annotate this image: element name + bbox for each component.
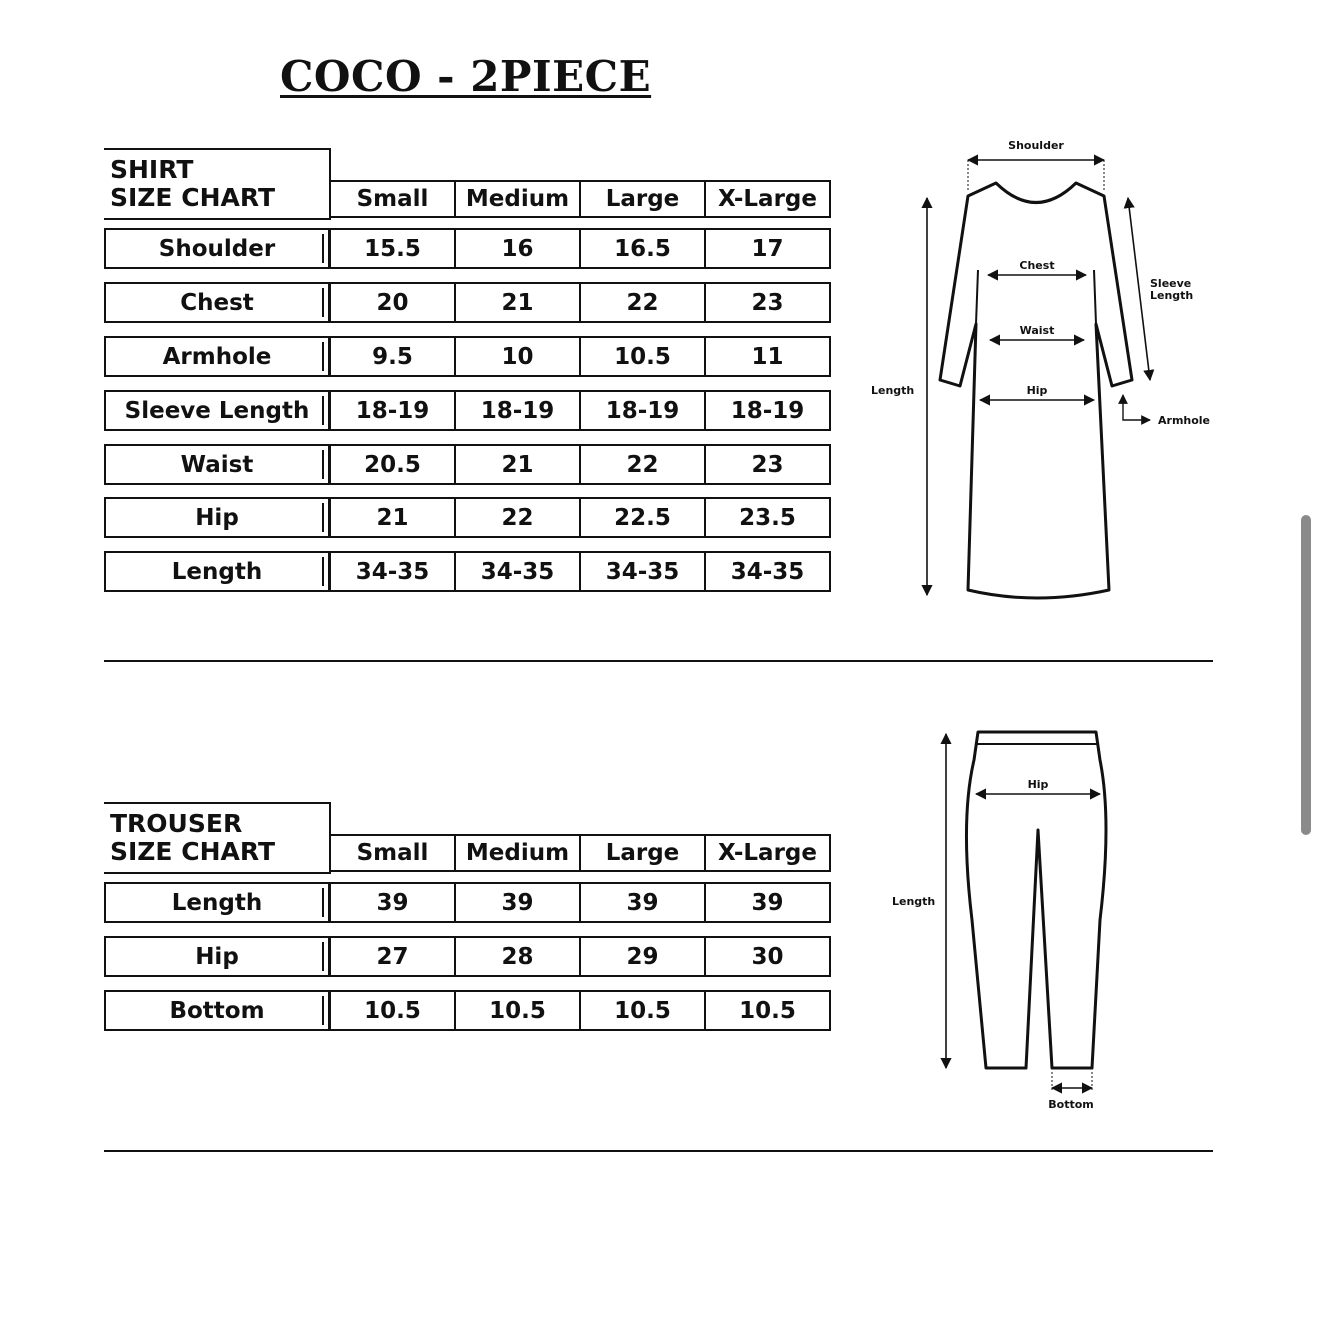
sleeve-length-label-2: Length (1150, 289, 1194, 302)
trouser-col-medium: Medium (454, 834, 581, 872)
shirt-cell: 9.5 (329, 336, 456, 377)
trouser-cell: 10.5 (329, 990, 456, 1031)
chest-label: Chest (1019, 259, 1055, 272)
shirt-cell: 22 (579, 444, 706, 485)
trouser-cell: 10.5 (454, 990, 581, 1031)
shirt-cell: 22 (454, 497, 581, 538)
trouser-cell: 10.5 (704, 990, 831, 1031)
shirt-cell: 11 (704, 336, 831, 377)
shirt-cell: 23.5 (704, 497, 831, 538)
shirt-cell: 17 (704, 228, 831, 269)
trouser-row-label-hip: Hip (104, 936, 330, 977)
shirt-row-label-waist: Waist (104, 444, 330, 485)
shirt-cell: 34-35 (454, 551, 581, 592)
shirt-cell: 18-19 (329, 390, 456, 431)
armhole-label: Armhole (1158, 414, 1211, 427)
shirt-cell: 15.5 (329, 228, 456, 269)
trouser-row-label-length: Length (104, 882, 330, 923)
trouser-heading-line1: TROUSER (110, 809, 243, 838)
shirt-cell: 18-19 (579, 390, 706, 431)
trouser-cell: 39 (329, 882, 456, 923)
shirt-cell: 34-35 (704, 551, 831, 592)
shirt-row-label-shoulder: Shoulder (104, 228, 330, 269)
shirt-cell: 21 (454, 282, 581, 323)
shirt-row-label-hip: Hip (104, 497, 330, 538)
page-title: COCO - 2PIECE (280, 52, 652, 101)
trouser-length-label: Length (892, 895, 936, 908)
section-divider (104, 660, 1213, 662)
shirt-row-label-chest: Chest (104, 282, 330, 323)
trouser-chart-heading (104, 802, 331, 874)
trouser-diagram (880, 720, 1140, 1120)
trouser-cell: 29 (579, 936, 706, 977)
shirt-col-large: Large (579, 180, 706, 218)
shirt-cell: 10.5 (579, 336, 706, 377)
shirt-cell: 16.5 (579, 228, 706, 269)
trouser-bottom-label: Bottom (1048, 1098, 1094, 1111)
shoulder-label: Shoulder (1008, 139, 1064, 152)
shirt-cell: 18-19 (454, 390, 581, 431)
shirt-heading-line1: SHIRT (110, 155, 194, 184)
shirt-chart-heading (104, 148, 331, 220)
shirt-diagram (860, 130, 1230, 610)
trouser-cell: 39 (454, 882, 581, 923)
shirt-cell: 20 (329, 282, 456, 323)
shirt-heading-line2: SIZE CHART (110, 183, 276, 212)
trouser-cell: 39 (579, 882, 706, 923)
shirt-row-label-sleeve-length: Sleeve Length (104, 390, 330, 431)
trouser-hip-label: Hip (1027, 778, 1049, 791)
shirt-cell: 10 (454, 336, 581, 377)
shirt-row-label-length: Length (104, 551, 330, 592)
trouser-col-small: Small (329, 834, 456, 872)
hip-label: Hip (1026, 384, 1048, 397)
trouser-col-large: Large (579, 834, 706, 872)
trouser-col-xlarge: X-Large (704, 834, 831, 872)
vertical-scrollbar[interactable] (1301, 515, 1311, 835)
shirt-col-medium: Medium (454, 180, 581, 218)
shirt-row-label-armhole: Armhole (104, 336, 330, 377)
shirt-cell: 21 (329, 497, 456, 538)
shirt-cell: 34-35 (329, 551, 456, 592)
waist-label: Waist (1019, 324, 1055, 337)
shirt-cell: 18-19 (704, 390, 831, 431)
trouser-cell: 10.5 (579, 990, 706, 1031)
shirt-cell: 34-35 (579, 551, 706, 592)
shirt-cell: 22.5 (579, 497, 706, 538)
shirt-cell: 23 (704, 444, 831, 485)
trouser-cell: 39 (704, 882, 831, 923)
shirt-cell: 22 (579, 282, 706, 323)
shirt-cell: 23 (704, 282, 831, 323)
trouser-cell: 27 (329, 936, 456, 977)
shirt-col-small: Small (329, 180, 456, 218)
trouser-heading-line2: SIZE CHART (110, 837, 276, 866)
length-label: Length (871, 384, 915, 397)
shirt-cell: 20.5 (329, 444, 456, 485)
shirt-cell: 21 (454, 444, 581, 485)
trouser-row-label-bottom: Bottom (104, 990, 330, 1031)
trouser-cell: 30 (704, 936, 831, 977)
shirt-cell: 16 (454, 228, 581, 269)
section-divider (104, 1150, 1213, 1152)
shirt-col-xlarge: X-Large (704, 180, 831, 218)
trouser-cell: 28 (454, 936, 581, 977)
sleeve-length-label-1: Sleeve (1150, 277, 1192, 290)
